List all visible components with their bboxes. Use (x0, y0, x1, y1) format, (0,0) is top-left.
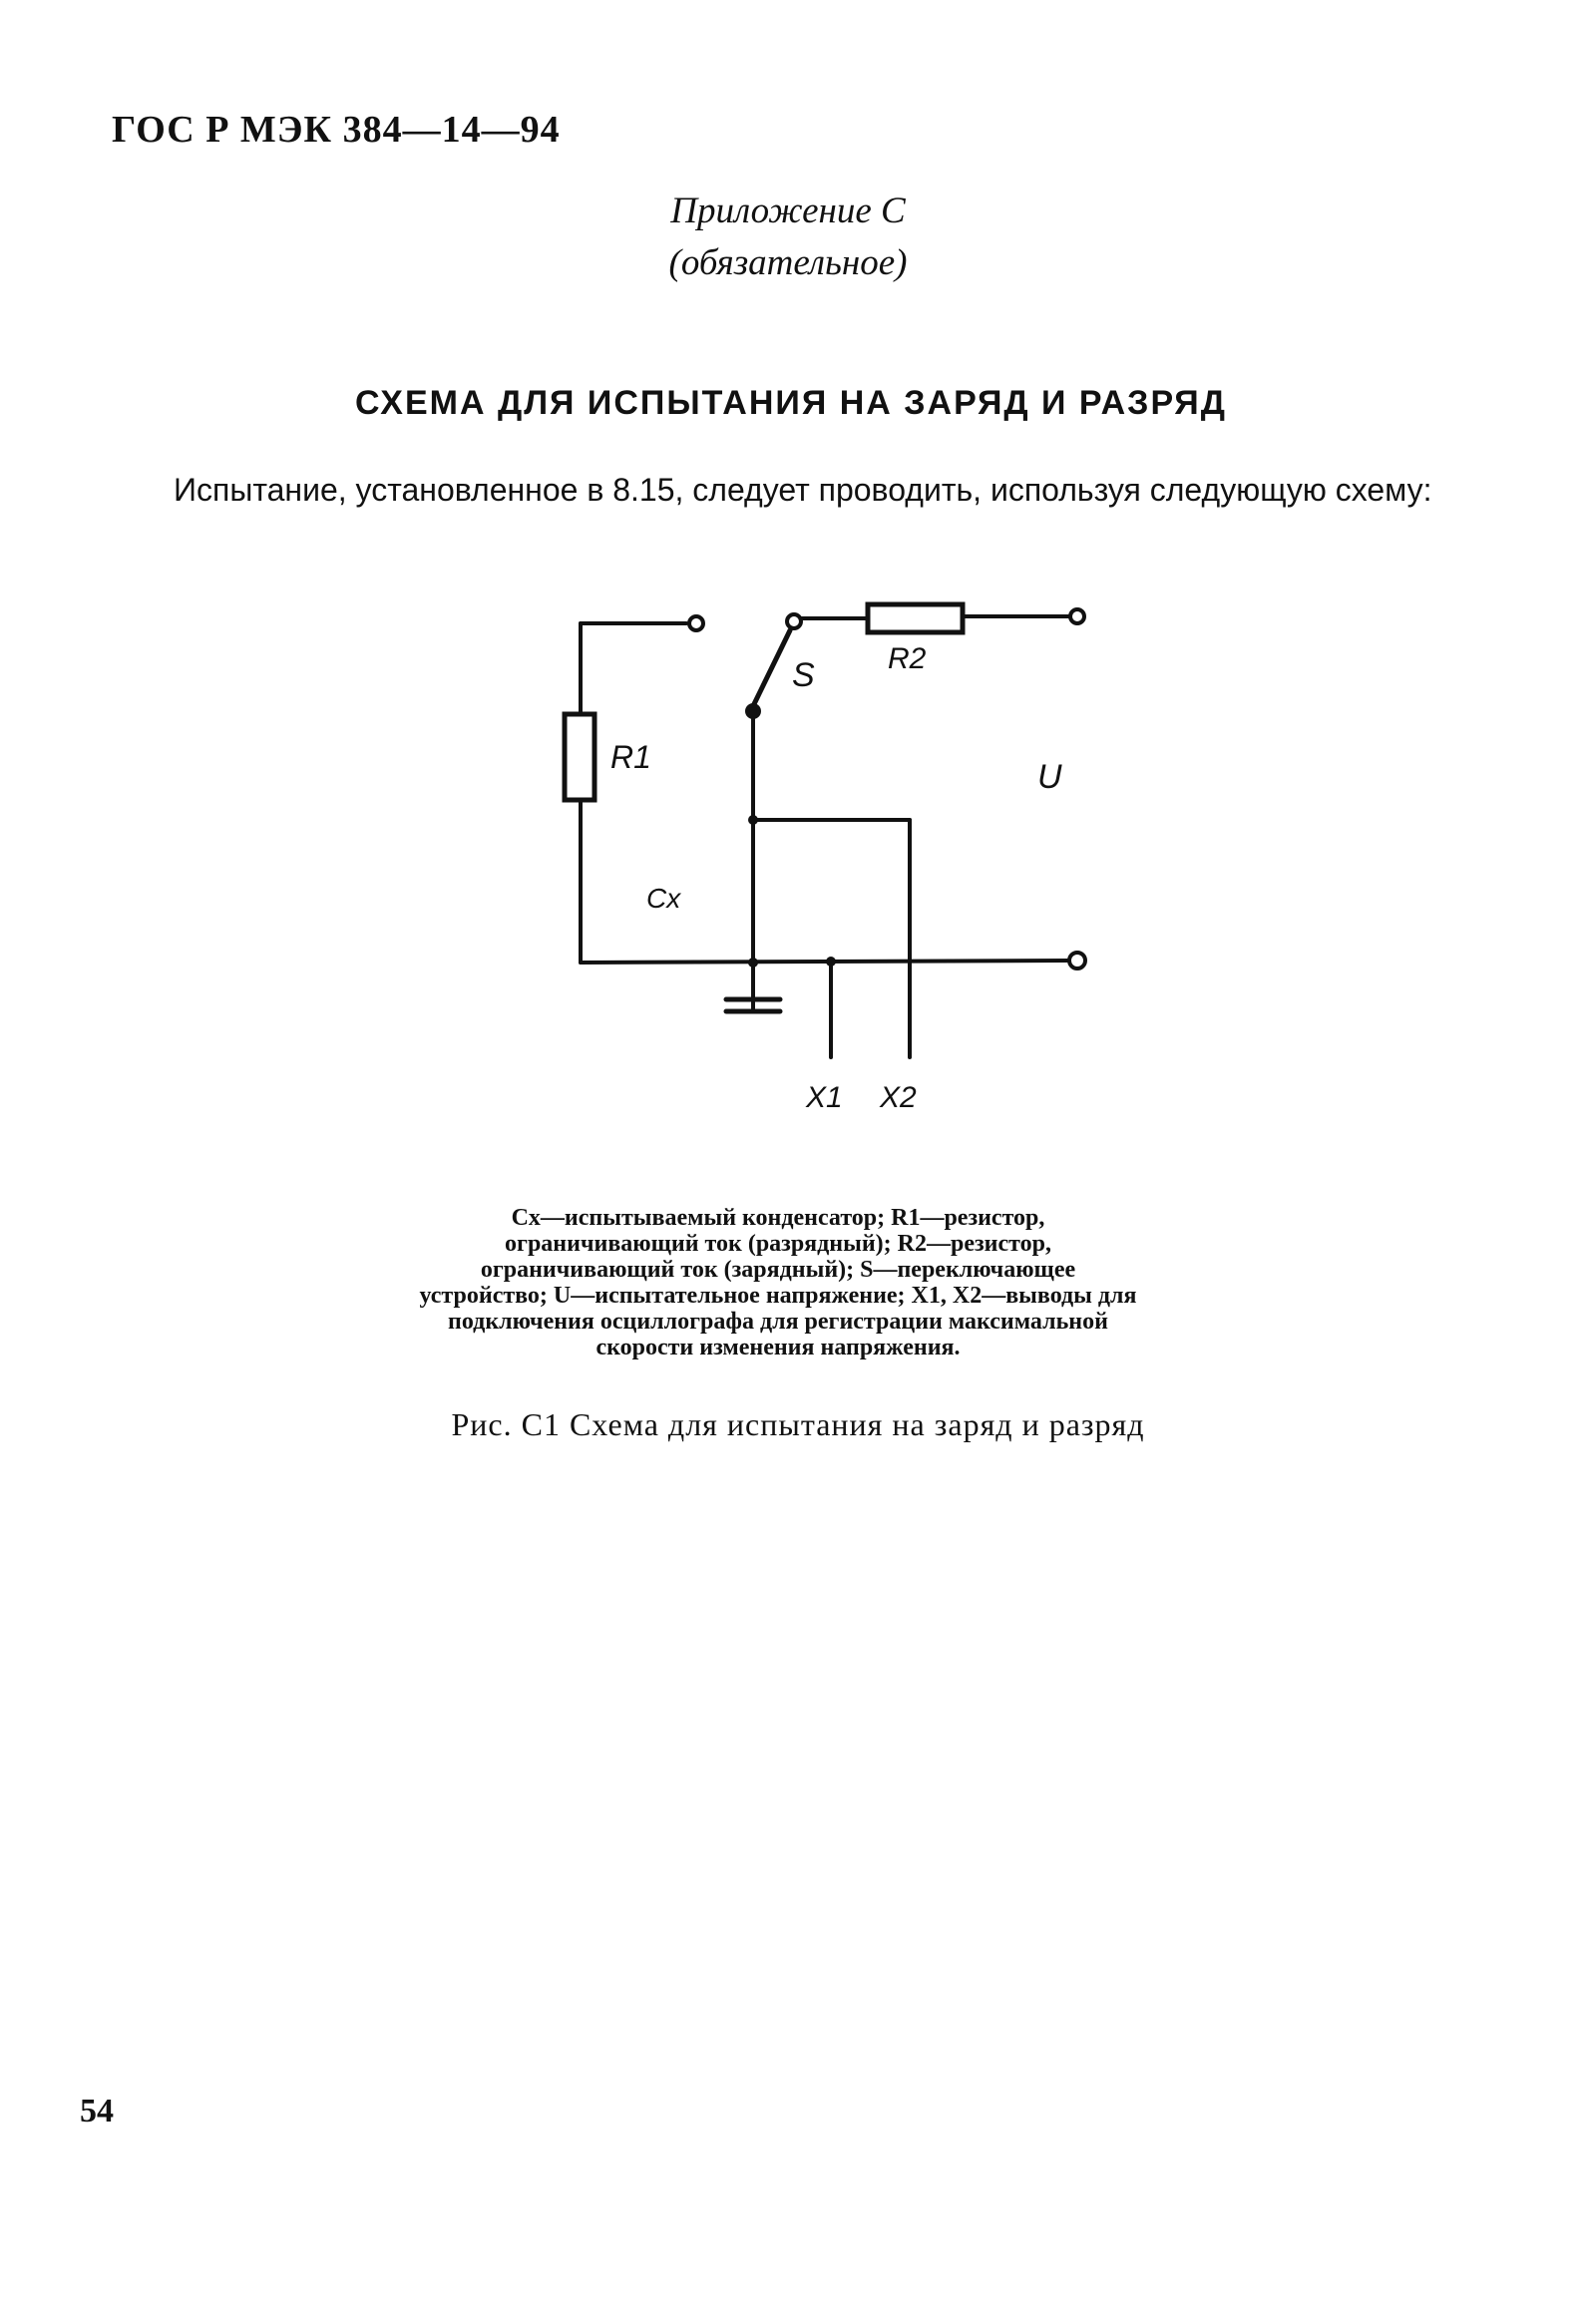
annex-status: (обязательное) (668, 242, 908, 283)
label-r2: R2 (888, 642, 927, 675)
junction-cap-bottom (748, 958, 758, 968)
junction-x1 (826, 957, 836, 967)
intro-paragraph: Испытание, установленное в 8.15, следует проводить, используя следующую схему: (174, 472, 1432, 508)
figure-legend: Cx—испытываемый конденсатор; R1—резистор, ограничивающий ток (разрядный); R2—резистор, ограничивающий ток (зарядный); S—переключающее устройство; U—испытательное напряжение; X1, X2—выводы для подключения осциллографа для регистрации максимальной скорости изменения напряжения. (419, 1205, 1137, 1360)
label-u: U (1037, 758, 1062, 796)
label-r1: R1 (610, 739, 651, 775)
figure-caption: Рис. С1 Схема для испытания на заряд и разряд (451, 1406, 1145, 1442)
r1-resistor (565, 714, 594, 800)
r2-resistor (868, 604, 963, 632)
terminal-top-right (1070, 609, 1084, 623)
label-x2: X2 (880, 1081, 917, 1114)
annex-label: Приложение С (670, 191, 906, 231)
page-number: 54 (80, 2093, 114, 2130)
bottom-rail (581, 961, 1069, 963)
junction-cap-top (748, 815, 758, 825)
terminal-top-left (689, 616, 703, 630)
switch-contact (787, 614, 801, 628)
terminal-bottom-right (1069, 953, 1085, 968)
standard-code-header: ГОС Р МЭК 384—14—94 (112, 109, 561, 151)
label-cx: Cx (646, 883, 681, 914)
label-x1: X1 (806, 1081, 843, 1114)
section-title: СХЕМА ДЛЯ ИСПЫТАНИЯ НА ЗАРЯД И РАЗРЯД (355, 384, 1227, 422)
switch-blade (752, 630, 790, 708)
label-s: S (792, 656, 815, 694)
circuit-diagram (559, 588, 1117, 1147)
